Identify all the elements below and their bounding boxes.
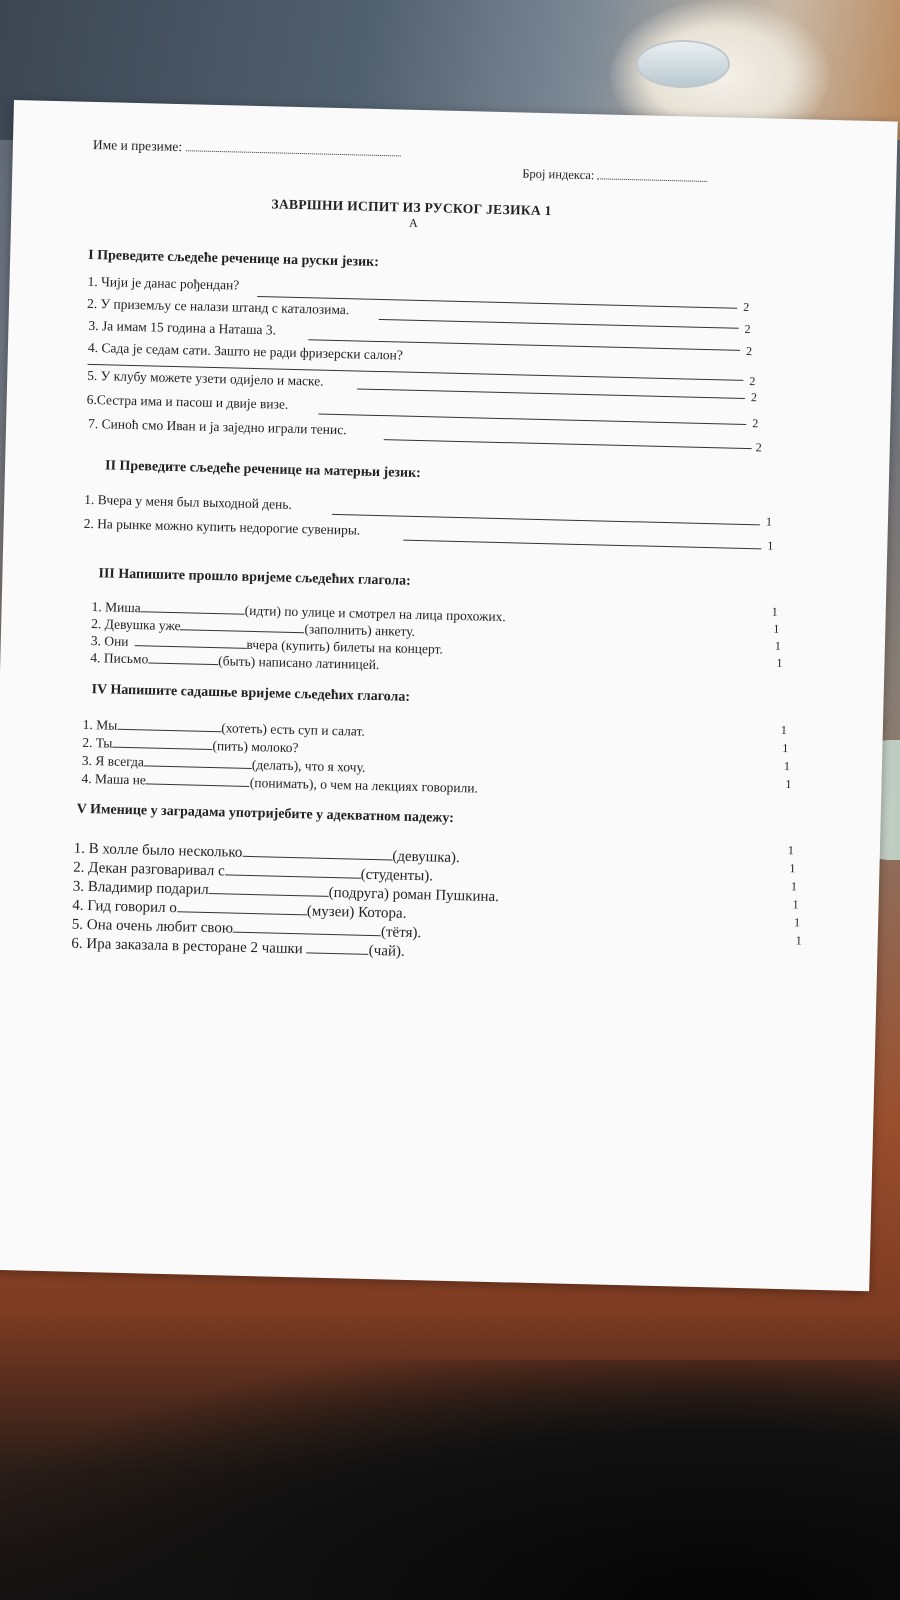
s4-blank-2[interactable] [112,735,212,750]
s3-item-1: 1. Миша (идти) по улице и смотрел на лица прохожих. [91,599,506,625]
s5-blank-3[interactable] [209,881,329,897]
s3-item-2: 2. Девушка уже (заполнить) анкету. [91,616,416,639]
decorative-sticker [636,40,730,88]
s1-item-7: 7. Синоћ смо Иван и ја заједно играли тенис. [87,415,347,438]
s2-item-2: 2. На рынке можно купить недорогие сувениры. [83,515,361,538]
s1-points-6: 2 [752,416,759,431]
s5-points-2: 1 [789,861,796,876]
s1-item-2: 2. У приземљу се налази штанд с каталозима. [86,295,350,318]
s5-blank-4[interactable] [177,899,307,915]
s4-points-1: 1 [780,722,788,738]
s5-blank-5[interactable] [233,920,381,937]
index-dotted-line [597,166,707,182]
s1-item-4: 4. Сада је седам сати. Зашто не ради фризерски салон? [87,339,404,363]
s3-blank-2[interactable] [180,617,304,633]
s3-blank-3[interactable] [134,633,246,649]
s4-item-1: 1. Мы (хотеть) есть суп и салат. [82,716,365,739]
s5-item-3: 3. Владимир подарил (подруга) роман Пушкина. [72,878,500,906]
s5-item-4: 4. Гид говорил о (музеи) Котора. [72,897,407,922]
section-3-heading: III Напишите прошло вријеме сљедећих глагола: [98,566,411,589]
s5-blank-2[interactable] [225,862,361,878]
s4-item-2: 2. Ты (пить) молоко? [82,734,299,756]
s5-points-3: 1 [790,879,798,894]
s1-answer-line-7[interactable] [384,439,752,449]
s4-blank-3[interactable] [144,753,252,769]
section-1-heading: I Преведите сљедеће реченице на руски језик: [88,247,380,270]
section-4-heading: IV Напишите садашње вријеме сљедећих глагола: [91,682,411,705]
s1-item-5: 5. У клубу можете узети одијело и маске. [87,367,324,389]
s5-item-6: 6. Ира заказала в ресторане 2 чашки (чай). [71,935,405,960]
s5-points-6: 1 [795,933,802,948]
s1-points-7: 2 [755,440,762,455]
s5-item-1: 1. В холле было несколько (девушка). [73,840,460,867]
name-label: Име и презиме: [92,136,183,155]
s2-answer-line-2[interactable] [403,540,761,550]
s2-answer-line-1[interactable] [332,514,760,525]
s5-points-4: 1 [792,897,799,912]
s5-item-5: 5. Она очень любит свою (тётя). [71,916,422,942]
s4-blank-4[interactable] [146,771,250,787]
s4-points-3: 1 [783,759,791,774]
s4-item-3: 3. Я всегда (делать), что я хочу. [81,752,366,775]
s3-item-3: 3. Они вчера (купить) билеты на концерт. [90,633,444,657]
s2-points-2: 1 [767,538,774,553]
s3-points-4: 1 [776,655,783,670]
s1-item-1: 1. Чији је данас рођендан? [87,273,240,293]
s1-points-2: 2 [744,321,751,337]
s1-points-4: 2 [749,374,756,389]
s1-item-6: 6.Сестра има и пасош и двије визе. [86,391,289,412]
section-2-heading: II Преведите сљедеће реченице на матерњи језик: [104,458,421,482]
exam-sheet [0,100,898,1291]
s1-points-3: 2 [745,343,753,359]
s5-blank-1[interactable] [242,844,392,861]
s4-points-4: 1 [785,777,792,792]
s1-answer-line-5[interactable] [357,388,745,398]
s3-blank-1[interactable] [141,599,245,615]
s5-points-1: 1 [787,843,795,858]
s3-points-1: 1 [771,604,778,619]
s1-points-1: 2 [742,299,750,315]
name-field[interactable] [93,136,401,161]
section-5-heading: V Именице у заградама употријебите у адекватном падежу: [76,801,455,826]
s5-blank-6[interactable] [307,940,369,955]
s2-points-1: 1 [765,514,773,529]
s4-item-4: 4. Маша не (понимать), о чем на лекциях говорили. [81,770,479,796]
exam-title: ЗАВРШНИ ИСПИТ ИЗ РУСКОГ ЈЕЗИКА 1 [271,196,552,219]
index-field[interactable] [522,164,708,186]
s5-item-2: 2. Декан разговаривал с (студенты). [73,859,434,885]
dark-shadow-corner [0,1360,900,1600]
s1-answer-line-6[interactable] [318,414,746,425]
s3-blank-4[interactable] [148,650,218,665]
s1-points-5: 2 [750,390,758,405]
s1-answer-line-2[interactable] [379,319,739,329]
s1-item-3: 3. Ја имам 15 година а Наташа 3. [88,317,277,338]
s3-points-3: 1 [774,638,782,653]
name-dotted-line [185,138,400,156]
s2-item-1: 1. Вчера у меня был выходной день. [84,491,293,512]
s3-points-2: 1 [773,621,780,636]
s4-blank-1[interactable] [117,717,221,733]
exam-variant: А [408,215,418,230]
s5-points-5: 1 [793,915,801,930]
s3-item-4: 4. Письмо (быть) написано латиницей. [90,650,380,673]
s4-points-2: 1 [782,740,789,756]
index-label: Број индекса: [522,166,595,183]
